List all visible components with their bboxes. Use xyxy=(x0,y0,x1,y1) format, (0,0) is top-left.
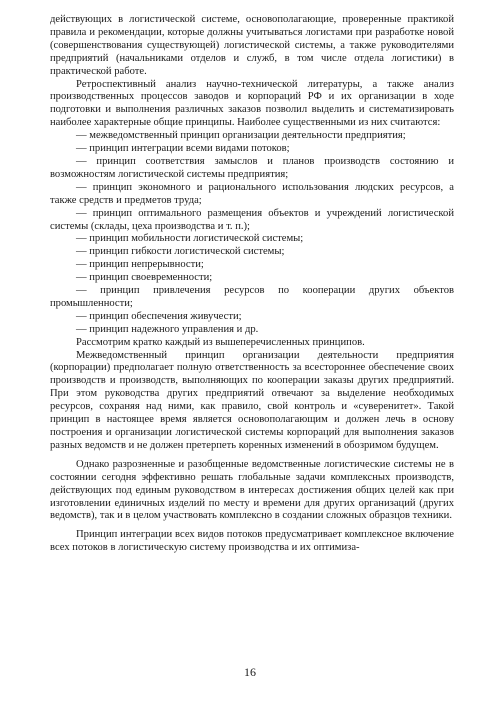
page-number: 16 xyxy=(244,665,256,679)
list-item: — принцип своевременности; xyxy=(76,272,213,284)
list-item: — принцип интеграции всеми видами потоков; xyxy=(76,143,290,155)
list-item: — принцип гибкости логистической системы; xyxy=(76,246,285,258)
paragraph-retrospective: Ретроспективный анализ научно-технической литературы, а также анализ производственных процессов заводов и корпораций РФ и их организации в ходе подготовки и выполнения различных заказов позволил выделить и систематизировать наиболее характерные общие принципы. Наиболее существенными из них считаются: xyxy=(50,78,454,129)
body-text xyxy=(50,14,454,555)
paragraph-integration: Принцип интеграции всех видов потоков предусматривает комплексное включение всех потоков в логистическую систему производства и их оптимиза- xyxy=(50,529,454,554)
list-item: — принцип соответствия замыслов и планов производств состоянию и возможностям логистической системы предприятия; xyxy=(50,155,454,180)
list-item: — принцип непрерывности; xyxy=(76,259,204,271)
list-item: — принцип обеспечения живучести; xyxy=(76,310,242,322)
list-item: — принцип привлечения ресурсов по кооперации других объектов промышленности; xyxy=(50,285,454,309)
paragraph-continuation: действующих в логистической системе, основополагающие, проверенные практикой правила и рекомендации, которые должны учитываться логистами при разработке новой (совершенствования существующей) логистической системы, а также руководителями предприятий (начальниками отделов и служб, в том числе отдела логистики) в практической работе. xyxy=(50,14,454,77)
list-item: — принцип мобильности логистической системы; xyxy=(76,233,304,245)
paragraph-interdepartmental: Межведомственный принцип организации деятельности предприятия (корпорации) предполагает полную ответственность за всестороннее обеспечение своих производств и производств, выполняющих по кооперации заказы других предприятий. При этом руководства других предприятий отвечают за выделение необходимых ресурсов, сохраняя над ними, как правило, свой контроль и «суверенитет». Такой принцип в настоящее время является основополагающим и должен лечь в основу построения и организации логистической системы корпораций для выполнения заказов разных ведомств и не должен претерпеть коренных изменений в обозримом будущем. xyxy=(50,349,454,451)
list-item: — принцип экономного и рационального использования людских ресурсов, а также средств и предметов труда; xyxy=(50,181,454,206)
paragraph-fragmented-systems: Однако разрозненные и разобщенные ведомственные логистические системы не в состоянии сегодня эффективно решать глобальные задачи комплексных производств, действующих под единым руководством в интересах достижения общих целей как при изготовлении единичных изделий по месту и времени для других организаций (других ведомств), так и в целом участвовать комплексно в создании сложных образцов техники. xyxy=(50,458,454,522)
list-item: — принцип надежного управления и др. xyxy=(76,323,259,335)
list-item: — межведомственный принцип организации деятельности предприятия; xyxy=(76,130,406,142)
list-item: — принцип оптимального размещения объектов и учреждений логистической системы (склады, цеха производства и т. п.); xyxy=(50,207,454,232)
paragraph-intro-review: Рассмотрим кратко каждый из вышеперечисленных принципов. xyxy=(76,336,365,348)
